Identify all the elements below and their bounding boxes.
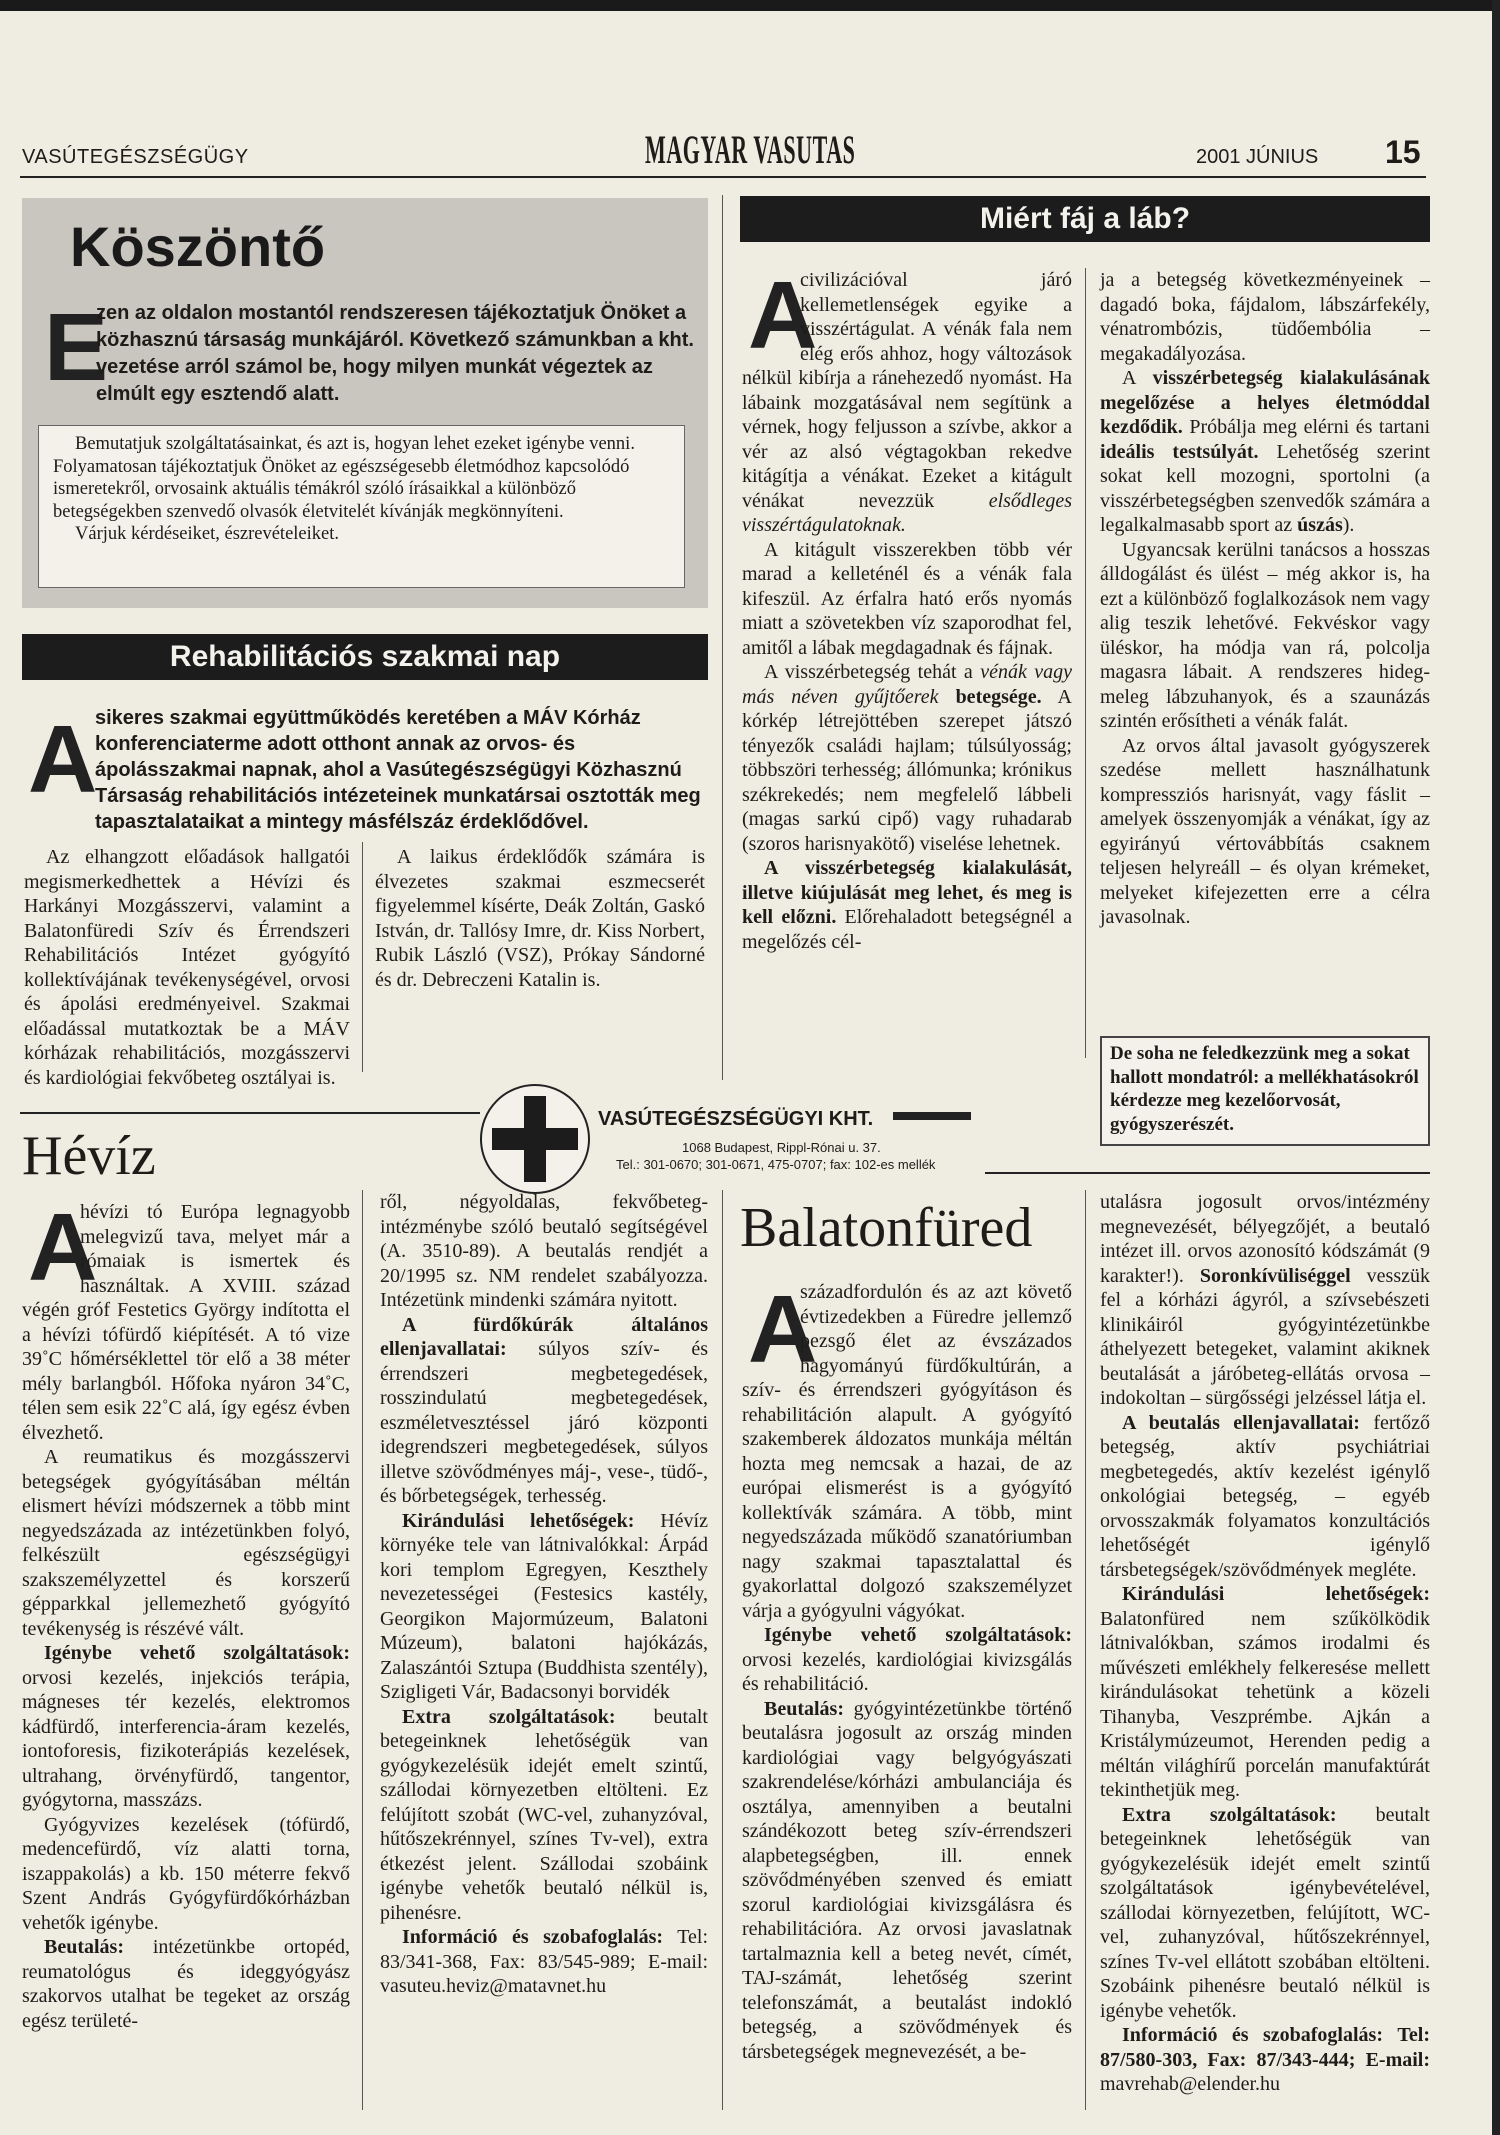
balaton-text: fertőző betegség, aktív psychiátriai megbetegedés, aktív kezelést igénylő onkológiai betegség, – egyéb orvosszakmák folyamatos konzultációs lehetőségét igénylő társbetegségek/szövődmények megléte. [1100, 1411, 1430, 1581]
heviz-title: Hévíz [22, 1125, 156, 1187]
heviz-text: orvosi kezelés, injekciós terápia, mágneses tér kezelés, elektromos kádfürdő, interferencia-áram kezelés, iontoforesis, fizikoterápiás kezelések, ultrahang, örvényfürdő, tangentor, gyógytorna, masszázs. [22, 1666, 350, 1811]
logo-bar [893, 1112, 971, 1120]
balaton-paragraph [742, 1623, 1072, 1697]
heviz-text: Tel: 83/341-368, Fax: 83/545-989; E-mail: vasuteu.heviz@matavnet.hu [380, 1926, 708, 1997]
heviz-bold: Igénybe vehető szolgáltatások: [44, 1642, 350, 1664]
heviz-paragraph: Gyógyvizes kezelések (tófürdő, medencefürdő, víz alatti torna, iszappakolás) a kb. 150 méterre fekvő Szent András Gyógyfürdőkórházban vehetők igénybe. [22, 1813, 350, 1934]
section-name: VASÚTEGÉSZSÉGÜGY [22, 146, 249, 168]
rehab-col1-text: Az elhangzott előadások hallgatói megismerkedhettek a Hévízi és Harkányi Mozgásszervi, valamint a Balatonfüredi Szív és Érrendszeri Rehabilitációs Intézet gyógyító kollektívájának tevékenységével, orvosi és ápolási eredményeivel. Szakmai előadással mutatkoztak be a MÁV kórházak rehabilitációs, mozgásszervi és kardiológiai fekvőbeteg osztályai is. [24, 846, 350, 1089]
right-border [1492, 0, 1500, 2135]
column-divider [362, 842, 363, 1072]
heviz-paragraph [22, 1935, 350, 2033]
kht-address: 1068 Budapest, Rippl-Rónai u. 37. [682, 1140, 881, 1155]
miert-emphasis: elsődleges visszértágulatoknak. [742, 489, 1072, 536]
heviz-text: hévízi tó Európa legnagyobb melegvizű tava, melyet már a rómaiak is ismertek és használtak. A XVIII. század végén gróf Festetics György indította el a hévízi tófürdő kiépítését. A tó vize 39˚C hőmérséklettel tör elő a 38 méter mély barlangból. Hőfoka nyáron 34˚C, télen sem esik 22˚C alá, így egész évben élvezhető. [22, 1201, 350, 1444]
rehab-dropcap: A [28, 706, 98, 813]
heviz-bold: A fürdőkúrák általános ellenjavallatai: [380, 1313, 708, 1360]
rehab-col2-text: A laikus érdeklődők számára is élvezetes szakmai eszmecserét figyelemmel kísérte, Deák Zoltán, Gaskó István, dr. Tallósy Imre, dr. Kiss Norbert, Rubik László (VSZ), Prókay Sándorné és dr. Debreczeni Katalin is. [375, 846, 705, 991]
heviz-paragraph [22, 1194, 350, 1445]
kht-name: VASÚTEGÉSZSÉGÜGYI KHT. [598, 1108, 874, 1130]
miert-bold: A visszérbetegség kialakulását, illetve kiújulását meg lehet, és meg is kell előzni. [742, 857, 1072, 928]
heviz-bold: Beutalás: [44, 1936, 124, 1958]
miert-emphasis: vénák vagy más néven gyűjtőerek [742, 661, 1073, 708]
miert-paragraph: ja a betegség következményeinek – dagadó boka, fájdalom, lábszárfekély, vénatrombózis, tüdőembólia – megakadályozása. [1100, 269, 1430, 365]
koszonto-dropcap: E [44, 294, 109, 401]
miert-text: Előrehaladott betegségnél a megelőzés cél- [742, 906, 1072, 953]
masthead-logo: MAGYAR VASUTAS [645, 127, 856, 172]
heviz-paragraph [380, 1313, 708, 1509]
heviz-col2 [380, 1190, 708, 1999]
miert-text: A visszérbetegség tehát a [764, 661, 973, 683]
balaton-bold: A beutalás ellenjavallatai: [1122, 1411, 1360, 1434]
heviz-bold: Kirándulási lehetőségek: [402, 1509, 635, 1532]
miert-title: Miért fáj a láb? [740, 196, 1430, 242]
kht-logo [478, 1082, 592, 1196]
miert-paragraph [742, 856, 1072, 954]
rehab-col2 [375, 845, 705, 992]
balaton-col1 [742, 1276, 1073, 2064]
column-divider [362, 1190, 363, 2110]
balaton-col2 [1100, 1190, 1430, 2097]
dropcap-space [22, 1200, 80, 1294]
miert-note-box: De soha ne feledkezzünk meg a sokat hallott mondatról: a mellékhatásokról kérdezze meg kezelőorvosát, gyógyszerészét. [1100, 1036, 1430, 1146]
miert-bold: betegsége. [955, 685, 1042, 708]
miert-col1 [742, 262, 1073, 954]
balaton-dropcap: A [748, 1276, 818, 1383]
miert-bold: visszérbetegség kialakulásának megelőzése a helyes életmóddal kezdődik. [1100, 367, 1430, 438]
balaton-paragraph [1100, 1411, 1430, 1583]
miert-paragraph: Az orvos által javasolt gyógyszerek szedése mellett használhatunk kompressziós harisnyát, vagy fáslit – amelyek összenyomják a vénákat, így az egyirányú vértovábbítás csaknem teljesen helyreáll – és olyan krémeket, melyeket kifejezetten erre a célra javasolnak. [1100, 734, 1430, 928]
cross-icon [478, 1082, 592, 1196]
header-rule [20, 176, 1426, 178]
heviz-dropcap: A [28, 1194, 98, 1301]
heviz-paragraph [380, 1925, 708, 1999]
miert-text: A [1122, 367, 1136, 389]
column-divider [722, 195, 723, 1080]
koszonto-box-text: Bemutatjuk szolgáltatásainkat, és azt is, hogyan lehet ezeket igénybe venni. Folyamatosan tájékoztatjuk Önöket az egészségesebb életmódhoz kapcsolódó ismeretekről, orvosaink aktuális témákról szóló írásaikkal a különböző betegségekben szenvedő olvasók életvitelét kívánják megkönnyíteni. [53, 434, 635, 522]
balaton-text: beutalt betegeinknek lehetőségük van gyógykezelésük idejét emelt szintű szolgáltatások igénybevételével, szállodai környezetben, felújított, WC-vel, zuhanyzóval, hűtőszekrénnyel, színes Tv-vel ellátott szobában eltölteni. Szobáink pihenésre beutaló nélkül is igénybe vehetők. [1100, 1803, 1430, 2022]
section-rule [20, 1112, 480, 1114]
balaton-bold: Tel: 87/580-303, Fax: 87/343-444; E-mail: [1100, 2024, 1431, 2071]
miert-text: ). [1342, 514, 1355, 536]
koszonto-inner-box [38, 425, 685, 588]
column-divider [1085, 268, 1086, 1058]
miert-bold: ideális testsúlyát. [1100, 440, 1259, 463]
section-rule [985, 1172, 1430, 1174]
balaton-bold: Igénybe vehető szolgáltatások: [764, 1624, 1072, 1646]
balaton-bold: Beutalás: [764, 1697, 844, 1720]
miert-paragraph [742, 660, 1072, 856]
miert-paragraph: A kitágult visszerekben több vér marad a kelleténél és a vénák fala kifeszül. Az érfalra ható erős nyomás miatt a szövetekben víz szaporodhat fel, amitől a lábak megdagadnak és fájnak. [742, 538, 1072, 659]
balaton-bold: Információ és szobafoglalás: [1122, 2024, 1383, 2046]
balaton-text: utalásra jogosult orvos/intézmény megnevezését, bélyegzőjét, a beutaló intézet ill. orvos azonosító kódszámát (9 karakter!). [1100, 1191, 1430, 1287]
miert-bold: úszás [1297, 514, 1343, 536]
top-border [0, 0, 1500, 11]
koszonto-intro: zen az oldalon mostantól rendszeresen tájékoztatjuk Önöket a közhasznú társaság munkájáról. Következő számunkban a kht. vezetése arról számol be, hogy milyen munkát végeztek az elmúlt egy esztendő alatt. [96, 302, 694, 405]
heviz-text: súlyos szív- és érrendszeri megbetegedések, rosszindulatú megbetegedések, eszméletvesztéssel járó központi idegrendszeri megbetegedések, súlyos illetve szövődményes máj-, vese-, tüdő-, és bőrbetegségek, terhesség. [380, 1338, 708, 1507]
balaton-bold: Extra szolgáltatások: [1122, 1803, 1337, 1826]
balaton-paragraph [1100, 1803, 1430, 2024]
kht-phone: Tel.: 301-0670; 301-0671, 475-0707; fax: 102-es mellék [616, 1157, 936, 1172]
heviz-paragraph: ről, négyoldalas, fekvőbeteg-intézménybe szóló beutaló segítségével (A. 3510-89). A beutalás rendjét a 20/1995 sz. NM rendelet szabályozza. Intézetünk mindenki számára nyitott. [380, 1191, 708, 1311]
miert-paragraph [1100, 366, 1430, 538]
heviz-col1 [22, 1194, 350, 2033]
heviz-bold: Információ és szobafoglalás: [402, 1926, 664, 1948]
balaton-email: mavrehab@elender.hu [1100, 2073, 1281, 2095]
balaton-bold: Soronkívüliséggel [1199, 1264, 1351, 1287]
heviz-paragraph: A reumatikus és mozgásszervi betegségek gyógyításában méltán elismert hévízi módszernek a több mint negyedszázada az intézetünkben folyó, felkészült egészségügyi szakszemélyzettel és korszerű gépparkkal jellemezhető gyógyító tevékenység is részévé vált. [22, 1446, 350, 1640]
heviz-text: beutalt betegeinknek lehetőségük van gyógykezelésük idejét emelt szintű, szállodai környezetben eltölteni. Ez felújított szobát (WC-vel, zuhanyzóval, hűtőszekrénnyel, színes Tv-vel), extra étkezést jelent. Szállodai szobáink igénybe vehetők beutaló nélkül is, pihenésre. [380, 1705, 708, 1924]
dropcap-space [742, 268, 800, 362]
column-divider [722, 1190, 723, 2110]
balaton-text: vesszük fel a kórházi ágyról, a szívsebészeti klinikáiról gyógyintézetünkbe áthelyezett betegeket, valamint akiknek beutalását a járóbeteg-ellátás orvosa – indokoltan – sürgősségi jelzéssel látja el. [1100, 1264, 1430, 1409]
rehab-title: Rehabilitációs szakmai nap [22, 634, 708, 680]
miert-col2 [1100, 268, 1430, 930]
balaton-paragraph [1100, 2023, 1430, 2097]
koszonto-title: Köszöntő [70, 215, 326, 278]
miert-paragraph: Ugyancsak kerülni tanácsos a hosszas álldogálást és ülést – még akkor is, ha ezt a különböző foglalkozások nem vagy alig teszik lehetővé. Fekvéskor vagy üléskor, ha módja van rá, polcolja magasra lábait. A rendszeres hideg-meleg lábzuhanyok, és a szaunázás szintén erősítheti a vénák falát. [1100, 538, 1430, 732]
balaton-text: orvosi kezelés, kardiológiai kivizsgálás és rehabilitáció. [742, 1648, 1072, 1695]
heviz-bold: Extra szolgáltatások: [402, 1705, 616, 1728]
koszonto-box-closing: Várjuk kérdéseiket, észrevételeiket. [75, 524, 340, 544]
miert-text: Próbálja meg elérni és tartani [1189, 416, 1431, 438]
balaton-paragraph [742, 1276, 1072, 1623]
heviz-text: Hévíz környéke tele van látnivalókkal: Árpád kori templom Egregyen, Keszthely nevezetességei (Festesics kastély, Georgikon Majormúzeum, Balatoni Múzeum), balatoni hajókázás, Zalaszántói Sztupa (Buddhista szentély), Szigligeti Vár, Badacsonyi borvidék [380, 1509, 708, 1703]
rehab-lead: sikeres szakmai együttműködés keretében a MÁV Kórház konferenciaterme adott otthont annak az orvos- és ápolásszakmai napnak, ahol a Vasútegészségügyi Közhasznú Társaság rehabilitációs intézeteinek munkatársai osztották meg tapasztalataikat a mintegy másfélszáz érdeklődővel. [95, 707, 701, 833]
balaton-title: Balatonfüred [740, 1197, 1033, 1259]
miert-text: civilizációval járó kellemetlenségek egyike a visszértágulat. A vénák fala nem elég erős ahhoz, hogy változások nélkül kibírja a ránehezedő nyomást. Ha lábaink mozgatásával nem segítünk a vérnek, hogy feljusson a szívbe, akkor a vér az alsó végtagokban rekedve kitágítja a vénákat. Ezeket a kitágult vénákat nevezzük [742, 269, 1072, 512]
miert-text: Lehetőség szerint sokat kell mozogni, sportolni (a visszérbetegségben szenvedők számára a legalkalmasabb sport az [1100, 440, 1431, 536]
balaton-bold: Kirándulási lehetőségek: [1122, 1583, 1430, 1605]
column-divider [1085, 1190, 1086, 2110]
balaton-text: századfordulón és az azt követő évtizedekben a Füredre jellemző pezsgő élet az évszázados hagyományú fürdőkultúrán, a szív- és érrendszeri gyógyításon és rehabilitáción alapult. A gyógyító szakemberek áldozatos munkája méltán hozta meg nemcsak a hazai, de az európai elismerést is a gyógyító kollektívák számára. A több, mint negyedszázada működő szanatóriumban nagy szakmai tapasztalattal és gyakorlattal dolgozó szakszemélyzet várja a gyógyulni vágyókat. [742, 1281, 1072, 1622]
balaton-text: Balatonfüred nem szűkölködik látnivalókban, számos irodalmi és művészeti emlékhely felkeresése mellett kirándulásokat tehetünk a közeli Tihanyba, Veszprémbe. Ajkán a Kristálymúzeumot, Herenden pedig a méltán világhírű porcelán manufaktúrát tekinthetjük meg. [1100, 1607, 1430, 1801]
balaton-paragraph [1100, 1190, 1430, 1411]
issue-date: 2001 JÚNIUS [1196, 146, 1319, 168]
heviz-paragraph [380, 1509, 708, 1705]
miert-dropcap: A [748, 262, 818, 369]
balaton-paragraph [742, 1697, 1072, 2065]
balaton-text: gyógyintézetünkbe történő beutalásra jogosult az ország minden kardiológiai vagy belgyógyászati szakrendelése/kórházi ambulanciája és osztálya, amennyiben a beutalni szándékozott beteg szív-érrendszeri alapbetegségben, ill. ennek szövődményében szenved és emiatt szorul kardiológiai kivizsgálásra és rehabilitációra. Az orvosi javaslatnak tartalmaznia kell a beteg nevét, címét, TAJ-számát, lehetőség szerint telefonszámát, a beutalást indokló betegség, a szövődmények és társbetegségek megnevezését, a be- [742, 1697, 1073, 2063]
heviz-paragraph [22, 1641, 350, 1813]
rehab-col1 [24, 845, 350, 1090]
dropcap-space [742, 1280, 800, 1374]
heviz-text: intézetünkbe ortopéd, reumatológus és ideggyógyász szakorvos utalhat be tegeket az ország egész területé- [22, 1936, 350, 2032]
balaton-paragraph [1100, 1582, 1430, 1803]
miert-paragraph [742, 262, 1072, 538]
page-number: 15 [1385, 134, 1421, 170]
miert-text: A kórkép létrejöttében szerepet játszó tényezők családi hajlam; túlsúlyosság; többszöri terhesség; állómunka; krónikus székrekedés; nem megfelelő lábbeli (magas sarkú cipő) vagy ruhadarab (szoros harisnyakötő) viselése lehetnek. [742, 685, 1072, 855]
heviz-paragraph [380, 1705, 708, 1926]
